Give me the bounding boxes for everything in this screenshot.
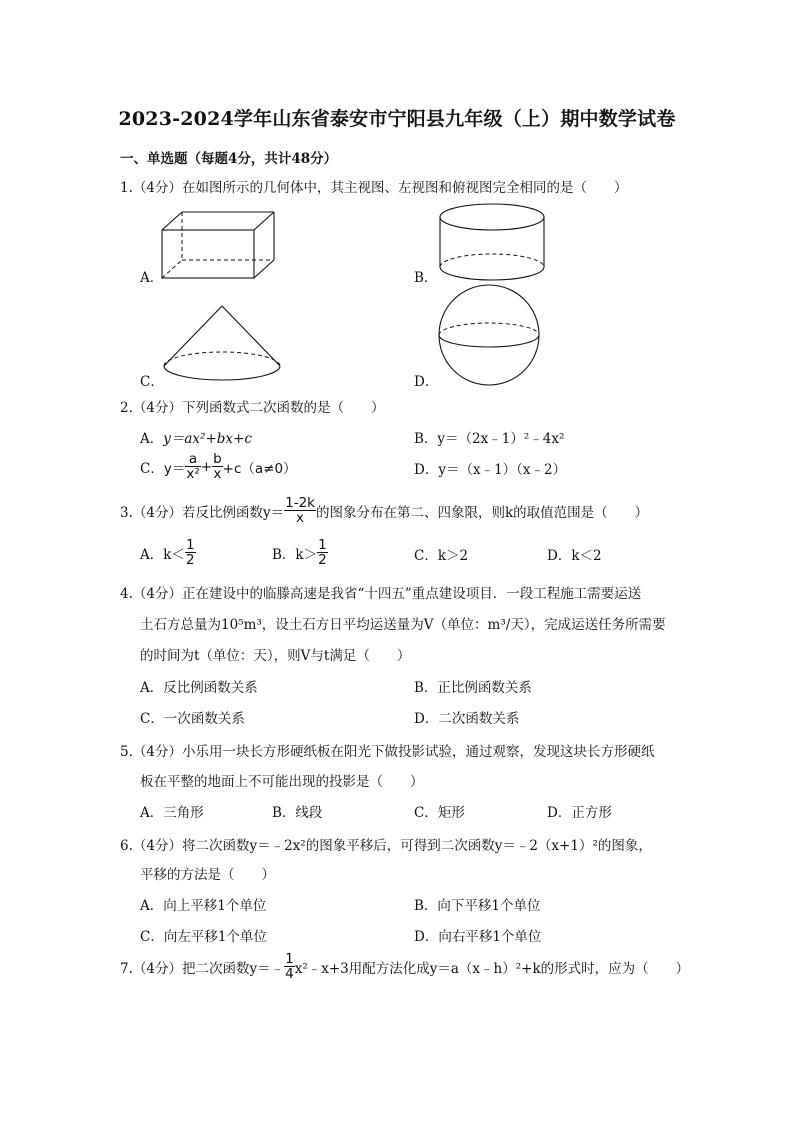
q3-denominator: x [296, 510, 305, 527]
q3-a-denominator: 2 [185, 552, 195, 569]
q2-option-d-text: y＝（x﹣1）（x﹣2） [438, 462, 567, 478]
q5-option-a: A．三角形 [140, 805, 204, 821]
q5-stem-line-2: 板在平整的地面上不可能出现的投影是（ ） [140, 774, 424, 790]
q2-c-denominator-1: x² [186, 466, 200, 483]
q6-option-d: D．向右平移1个单位 [414, 929, 542, 945]
q2-option-c-plus: + [200, 458, 213, 475]
q1-option-d-label: D． [414, 374, 439, 390]
q3-option-b-text: k＞ [295, 546, 318, 563]
q3-b-numerator: 1 [318, 537, 327, 553]
q3-option-b-label: B． [272, 546, 296, 563]
q3-b-denominator: 2 [318, 552, 327, 569]
q3-a-numerator: 1 [185, 537, 195, 553]
q3-stem-suffix: 的图象分布在第二、四象限，则k的取值范围是（ ） [315, 504, 649, 521]
q2-option-c-tail: +c（a≠0） [222, 460, 297, 477]
q1-option-a-label: A． [140, 270, 164, 286]
q4-option-b: B．正比例函数关系 [414, 680, 532, 696]
q3-option-c [414, 544, 468, 564]
q4-option-a: A．反比例函数关系 [140, 680, 258, 696]
q2-option-a [140, 427, 252, 447]
q2-option-d [414, 458, 566, 478]
q2-stem: 2.（4分）下列函数式二次函数的是（ ） [120, 400, 385, 416]
q1-stem: 1.（4分）在如图所示的几何体中，其主视图、左视图和俯视图完全相同的是（ ） [120, 180, 628, 196]
q3-option-a-label: A． [140, 546, 164, 563]
q3-option-c-text: k＞2 [437, 548, 469, 564]
q3-option-c-label: C． [414, 548, 438, 564]
q2-option-c [140, 452, 297, 481]
q3-option-a-fraction [185, 538, 196, 567]
q3-option-a [140, 538, 196, 567]
q2-option-b-text: y＝（2x﹣1）²﹣4x² [437, 431, 565, 447]
q4-stem-line-1: 4.（4分）正在建设中的临滕高速是我省“十四五”重点建设项目．一段工程施工需要运送 [120, 586, 642, 602]
q3-option-a-text: k＜ [163, 546, 185, 563]
q3-option-d-label: D． [547, 548, 572, 564]
q2-c-denominator-2: x [213, 466, 222, 483]
q5-option-d: D．正方形 [547, 805, 612, 821]
cuboid-figure [160, 210, 280, 282]
q7-fraction [284, 952, 295, 981]
q7-stem-prefix: 7.（4分）把二次函数y＝﹣ [120, 960, 285, 977]
q7-numerator: 1 [285, 951, 294, 967]
q6-option-c: C．向左平移1个单位 [140, 929, 267, 945]
q1-option-b-label: B． [414, 270, 438, 286]
q3-fraction [284, 496, 316, 525]
q3-option-d-text: k＜2 [571, 548, 602, 564]
q7-denominator: 4 [285, 966, 294, 983]
q2-option-c-lhs: y＝ [163, 460, 186, 477]
q2-option-b-label: B． [414, 431, 438, 447]
q2-option-b [414, 427, 564, 447]
q6-stem-line-1: 6.（4分）将二次函数y＝﹣2x²的图象平移后，可得到二次函数y＝﹣2（x+1）²的图象， [120, 838, 652, 854]
q4-option-c: C．一次函数关系 [140, 711, 245, 727]
q2-option-c-fraction-1 [185, 452, 200, 481]
q3-stem-prefix: 3.（4分）若反比例函数y＝ [120, 504, 285, 521]
section-heading: 一、单选题（每题4分，共计48分） [120, 151, 338, 167]
cylinder-figure [438, 203, 546, 283]
q4-option-d: D．二次函数关系 [414, 711, 520, 727]
q2-option-a-label: A． [140, 431, 164, 447]
q2-option-a-text: y＝ax²+bx+c [163, 431, 252, 447]
q6-option-b: B．向下平移1个单位 [414, 898, 541, 914]
cone-figure [162, 304, 282, 384]
q6-option-a: A．向上平移1个单位 [140, 898, 267, 914]
q7-stem [120, 952, 689, 981]
q4-stem-line-3: 的时间为t（单位：天），则V与t满足（ ） [140, 648, 411, 664]
sphere-figure [437, 283, 541, 387]
q3-stem [120, 496, 648, 525]
q2-option-c-fraction-2 [212, 452, 223, 481]
q2-option-c-label: C． [140, 460, 164, 477]
q5-stem-line-1: 5.（4分）小乐用一块长方形硬纸板在阳光下做投影试验，通过观察，发现这块长方形硬纸 [120, 744, 655, 760]
q2-option-d-label: D． [414, 462, 439, 478]
q2-c-numerator-2: b [213, 451, 222, 467]
q3-option-b [272, 538, 328, 567]
q7-stem-suffix: x²﹣x+3用配方法化成y＝a（x﹣h）²+k的形式时，应为（ ） [294, 960, 690, 977]
q2-c-numerator-1: a [185, 452, 200, 467]
q3-option-d [547, 544, 602, 564]
q1-option-c-label: C． [140, 374, 164, 390]
q3-numerator: 1-2k [285, 495, 315, 511]
q5-option-c: C．矩形 [414, 805, 465, 821]
q3-option-b-fraction [317, 538, 328, 567]
q4-stem-line-2: 土石方总量为10⁵m³，设土石方日平均运送量为V（单位：m³/天），完成运送任务所需要 [140, 617, 666, 633]
q6-stem-line-2: 平移的方法是（ ） [140, 867, 275, 883]
exam-title: 2023-2024学年山东省泰安市宁阳县九年级（上）期中数学试卷 [118, 108, 676, 130]
q5-option-b: B．线段 [272, 805, 323, 821]
